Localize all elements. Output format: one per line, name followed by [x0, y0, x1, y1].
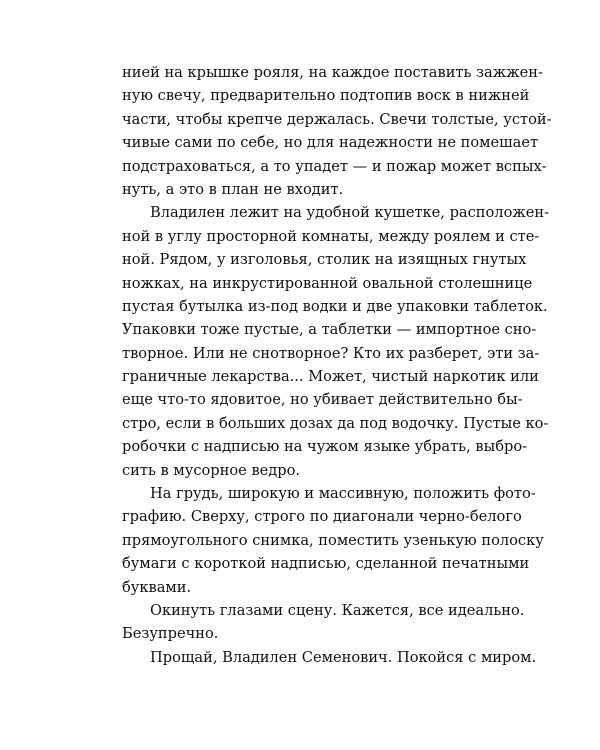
text-line: подстраховаться, а то упадет — и пожар может вспых- — [122, 157, 547, 175]
text-line: чивые сами по себе, но для надежности не помешает — [122, 134, 539, 152]
text-line: пустая бутылка из-под водки и две упаковки таблеток. — [122, 297, 548, 315]
text-line: ной в углу просторной комнаты, между роялем и сте- — [122, 227, 540, 245]
text-line: ную свечу, предварительно подтопив воск в нижней — [122, 87, 530, 105]
paragraph — [122, 599, 525, 646]
text-line: нией на крышке рояля, на каждое поставить зажжен- — [122, 64, 543, 81]
text-line: еще что-то ядовитое, но убивает действительно бы- — [122, 391, 523, 409]
paragraph — [122, 201, 550, 482]
text-line: Безупречно. — [122, 625, 219, 643]
text-line: прямоугольного снимка, поместить узенькую полоску — [122, 531, 544, 549]
text-line: Владилен лежит на удобной кушетке, расположен- — [150, 204, 550, 222]
text-line: части, чтобы крепче держалась. Свечи толстые, устой- — [122, 110, 552, 128]
paragraph — [122, 482, 544, 599]
text-line: робочки с надписью на чужом языке убрать, выбро- — [122, 438, 528, 456]
text-line: граничные лекарства... Может, чистый наркотик или — [122, 368, 539, 386]
text-line: нуть, а это в план не входит. — [122, 180, 344, 198]
text-line: графию. Сверху, строго по диагонали черно-белого — [122, 508, 522, 526]
text-line: стро, если в больших дозах да под водочку. Пустые ко- — [122, 414, 549, 432]
text-line: ной. Рядом, у изголовья, столик на изящных гнутых — [122, 251, 527, 269]
text-line: буквами. — [122, 578, 192, 596]
text-line: На грудь, широкую и массивную, положить фото- — [150, 485, 536, 503]
paragraph — [122, 61, 552, 201]
text-line: Упаковки тоже пустые, а таблетки — импортное сно- — [122, 321, 537, 339]
text-line: бумаги с короткой надписью, сделанной печатными — [122, 555, 530, 573]
text-line: Прощай, Владилен Семенович. Покойся с миром. — [150, 648, 537, 666]
text-line: Окинуть глазами сцену. Кажется, все идеально. — [150, 601, 525, 619]
text-line: сить в мусорное ведро. — [122, 461, 301, 479]
text-line: ножках, на инкрустированной овальной столешнице — [122, 274, 533, 292]
paragraph — [122, 646, 537, 669]
page-text — [122, 61, 552, 669]
text-line: творное. Или не снотворное? Кто их разберет, эти за- — [122, 344, 540, 362]
